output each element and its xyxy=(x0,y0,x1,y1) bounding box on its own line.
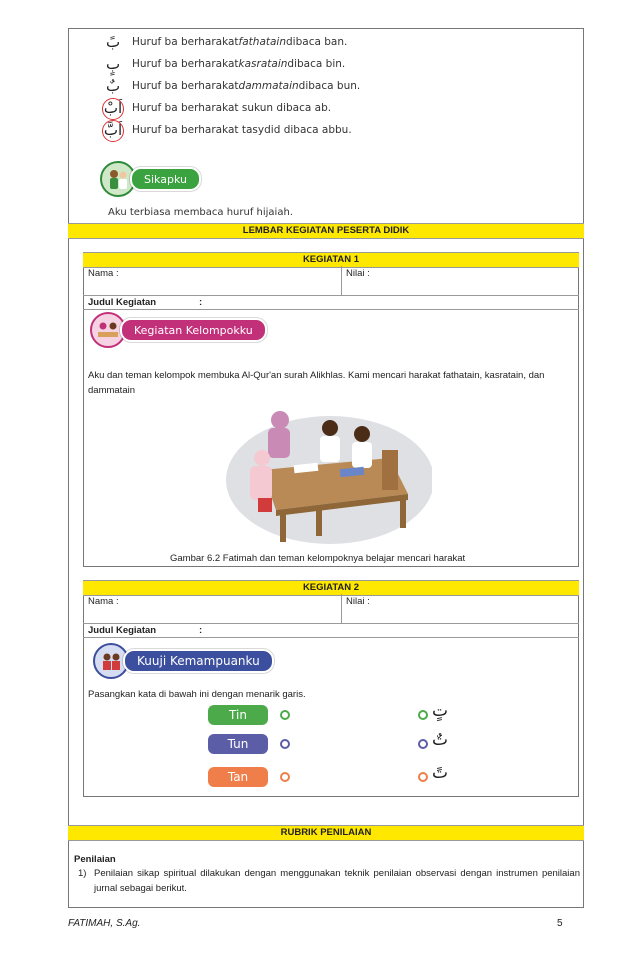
kegiatan1-nilai: Nilai : xyxy=(346,268,370,279)
kegiatan1-title: KEGIATAN 1 xyxy=(83,252,579,268)
arabic-ta: تٍ xyxy=(432,701,449,721)
hijaiyah-row xyxy=(100,31,347,53)
row-text: Huruf ba berharakat sukun dibaca ab. xyxy=(132,102,332,114)
harakat-term: dammatain xyxy=(238,80,299,92)
hijaiyah-row xyxy=(100,119,352,141)
row-text: Huruf ba berharakat tasydid dibaca abbu. xyxy=(132,124,352,136)
arabic-letter: اَبْ xyxy=(100,98,126,118)
footer-author: FATIMAH, S.Ag. xyxy=(68,918,141,929)
match-word-tan[interactable]: Tan xyxy=(208,767,268,787)
kegiatan2-instruction: Pasangkan kata di bawah ini dengan menarik garis. xyxy=(88,689,306,700)
kegiatan1-body: Aku dan teman kelompok membuka Al-Qur'an surah Alikhlas. Kami mencari harakat fathatain, kasratain, dan dammatain xyxy=(88,370,545,396)
row-text: Huruf ba berharakat xyxy=(132,58,239,70)
harakat-term: fathatain xyxy=(238,36,287,48)
lembar-title: LEMBAR KEGIATAN PESERTA DIDIK xyxy=(68,223,584,239)
hijaiyah-row xyxy=(100,97,331,119)
kegiatan2-title: KEGIATAN 2 xyxy=(83,580,579,596)
kegiatan1-judul: Judul Kegiatan xyxy=(88,297,157,308)
match-dot-left[interactable] xyxy=(280,772,290,782)
arabic-letter: بٍ xyxy=(105,55,121,73)
kegiatan1-caption: Gambar 6.2 Fatimah dan teman kelompoknya belajar mencari harakat xyxy=(170,553,466,564)
row-text-end: dibaca bun. xyxy=(298,80,361,92)
arabic-letter: اَبَّ xyxy=(100,120,126,140)
arabic-ta: تٌ xyxy=(432,730,449,750)
match-dot-right[interactable] xyxy=(418,772,428,782)
hijaiyah-row xyxy=(100,53,345,75)
harakat-term: kasratain xyxy=(238,58,288,70)
kegiatan-kelompokku-badge xyxy=(90,312,267,348)
kegiatan2-judul-colon: : xyxy=(199,625,203,636)
sikapku-badge xyxy=(100,161,201,197)
match-dot-left[interactable] xyxy=(280,710,290,720)
sikapku-label: Sikapku xyxy=(130,167,201,191)
match-dot-right[interactable] xyxy=(418,710,428,720)
sikapku-text: Aku terbiasa membaca huruf hijaiah. xyxy=(108,207,293,218)
penilaian-item-text: Penilaian sikap spiritual dilakukan dengan menggunakan teknik penilaian observasi dengan instrumen penilaian jurnal sebagai berikut. xyxy=(94,868,580,894)
row-text: Huruf ba berharakat xyxy=(132,80,239,92)
rubrik-title: RUBRIK PENILAIAN xyxy=(68,825,584,841)
match-word-tun[interactable]: Tun xyxy=(208,734,268,754)
row-text-end: dibaca bin. xyxy=(287,58,346,70)
kegiatan1-judul-colon: : xyxy=(199,297,203,308)
arabic-ta: تً xyxy=(432,763,449,783)
row-text: Huruf ba berharakat xyxy=(132,36,239,48)
kegiatan2-judul: Judul Kegiatan xyxy=(88,625,157,636)
match-word-tin[interactable]: Tin xyxy=(208,705,268,725)
kegiatan2-nama: Nama : xyxy=(88,596,119,607)
arabic-letter: بٌ xyxy=(105,77,121,95)
group-reading-illustration xyxy=(222,398,432,546)
kegiatan1-nama: Nama : xyxy=(88,268,119,279)
row-text-end: dibaca ban. xyxy=(286,36,348,48)
kegiatan-kelompokku-label: Kegiatan Kelompokku xyxy=(120,318,267,342)
match-dot-left[interactable] xyxy=(280,739,290,749)
kuuji-kemampuanku-badge xyxy=(93,643,274,679)
penilaian-heading: Penilaian xyxy=(74,854,116,865)
arabic-letter: بً xyxy=(105,33,121,51)
hijaiyah-row xyxy=(100,75,360,97)
penilaian-item-number: 1) xyxy=(78,868,87,879)
footer-page-number: 5 xyxy=(557,918,563,929)
kuuji-kemampuanku-label: Kuuji Kemampuanku xyxy=(123,649,274,673)
match-dot-right[interactable] xyxy=(418,739,428,749)
kegiatan2-nilai: Nilai : xyxy=(346,596,370,607)
